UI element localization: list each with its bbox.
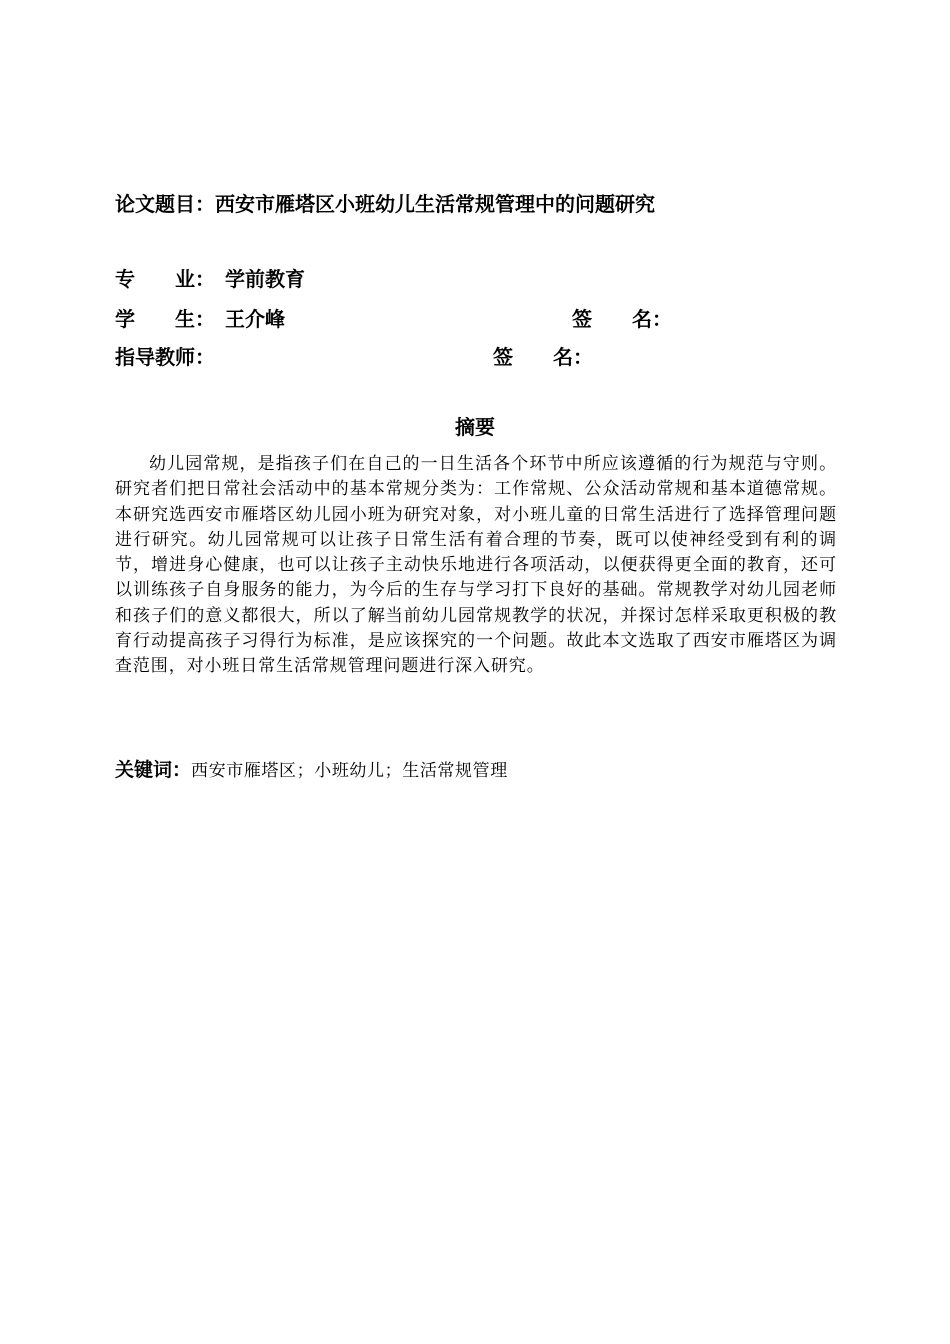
- abstract-heading: 摘要: [455, 415, 495, 439]
- major-value: 学前教育: [225, 267, 305, 291]
- student-row: [115, 304, 835, 334]
- advisor-row: [115, 342, 835, 372]
- keywords-value: 西安市雁塔区；小班幼儿；生活常规管理: [191, 761, 508, 781]
- student-name: 王介峰: [225, 307, 285, 331]
- student-signature-label: 签 名：: [572, 307, 672, 331]
- major-label: 专 业：: [115, 267, 215, 291]
- abstract-body: 幼儿园常规，是指孩子们在自己的一日生活各个环节中所应该遵循的行为规范与守则。研究者们把日常社会活动中的基本常规分类为：工作常规、公众活动常规和基本道德常规。本研究选西安市雁塔区幼儿园小班为研究对象，对小班儿童的日常生活进行了选择管理问题进行研究。幼儿园常规可以让孩子日常生活有着合理的节奏，既可以使神经受到有利的调节，增进身心健康，也可以让孩子主动快乐地进行各项活动，以便获得更全面的教育，还可以训练孩子自身服务的能力，为今后的生存与学习打下良好的基础。常规教学对幼儿园老师和孩子们的意义都很大，所以了解当前幼儿园常规教学的状况，并探讨怎样采取更积极的教育行动提高孩子习得行为标准，是应该探究的一个问题。故此本文选取了西安市雁塔区为调查范围，对小班日常生活常规管理问题进行深入研究。: [115, 454, 837, 677]
- keywords-label: 关键词：: [115, 759, 192, 781]
- thesis-title-line: [115, 190, 655, 218]
- advisor-label: 指导教师：: [115, 345, 215, 369]
- keywords-line: [115, 756, 508, 785]
- thesis-title-label: 论文题目：: [115, 192, 215, 216]
- student-label: 学 生：: [115, 307, 215, 331]
- major-row: [115, 264, 835, 294]
- advisor-signature-label: 签 名：: [493, 345, 593, 369]
- thesis-title-value: 西安市雁塔区小班幼儿生活常规管理中的问题研究: [215, 192, 655, 216]
